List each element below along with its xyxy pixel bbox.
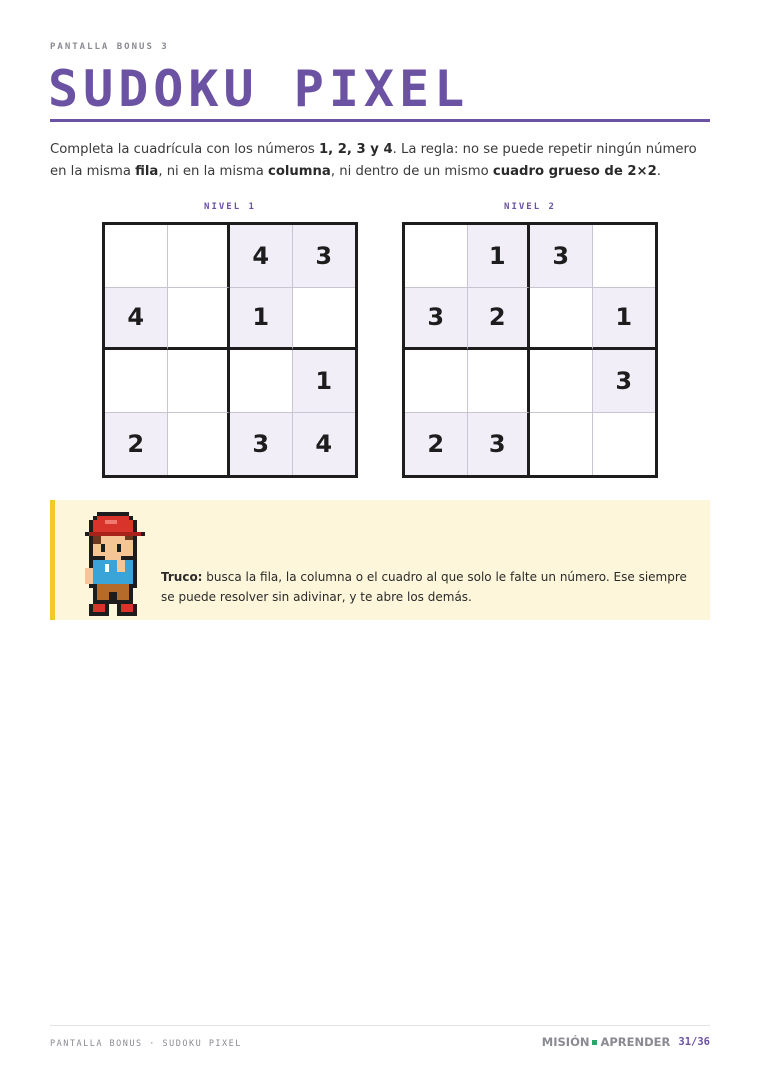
sudoku-grid-level-2 — [402, 222, 658, 478]
footer-brand — [542, 1035, 710, 1049]
instructions-bold: fila — [135, 164, 159, 179]
instructions-text: , ni dentro de un mismo — [330, 164, 493, 179]
instructions-bold: cuadro grueso de 2×2 — [492, 164, 657, 179]
tip-label: Truco: — [161, 570, 203, 584]
sudoku-given-cell: 3 — [468, 413, 531, 476]
sudoku-given-cell: 1 — [468, 225, 531, 288]
page-title: SUDOKU PIXEL — [48, 60, 470, 118]
sudoku-given-cell: 1 — [293, 350, 356, 413]
instructions-bold: 1, 2, 3 y 4 — [318, 142, 393, 157]
sudoku-empty-cell[interactable] — [593, 225, 656, 288]
sudoku-empty-cell[interactable] — [168, 413, 231, 476]
sudoku-given-cell: 3 — [293, 225, 356, 288]
sudoku-empty-cell[interactable] — [168, 288, 231, 351]
sudoku-empty-cell[interactable] — [468, 350, 531, 413]
pixel-boy-icon — [77, 512, 149, 628]
footer-section-label: PANTALLA BONUS · SUDOKU PIXEL — [50, 1039, 242, 1049]
tip-box — [50, 500, 710, 620]
sudoku-given-cell: 3 — [405, 288, 468, 351]
sudoku-given-cell: 4 — [293, 413, 356, 476]
sudoku-empty-cell[interactable] — [105, 350, 168, 413]
level-2-label: NIVEL 2 — [504, 202, 556, 212]
sudoku-given-cell: 2 — [105, 413, 168, 476]
sudoku-empty-cell[interactable] — [105, 225, 168, 288]
sudoku-empty-cell[interactable] — [405, 350, 468, 413]
brand-dot-icon — [592, 1040, 597, 1045]
instructions-bold: columna — [268, 164, 331, 179]
page-number: 31/36 — [678, 1036, 710, 1048]
sudoku-grid-level-1 — [102, 222, 358, 478]
sudoku-given-cell: 3 — [230, 413, 293, 476]
sudoku-given-cell: 3 — [593, 350, 656, 413]
sudoku-empty-cell[interactable] — [293, 288, 356, 351]
page-eyebrow: PANTALLA BONUS 3 — [50, 42, 169, 52]
footer-divider — [50, 1025, 710, 1026]
sudoku-empty-cell[interactable] — [405, 225, 468, 288]
sudoku-empty-cell[interactable] — [230, 350, 293, 413]
tip-text — [161, 567, 701, 607]
sudoku-empty-cell[interactable] — [168, 350, 231, 413]
sudoku-empty-cell[interactable] — [530, 413, 593, 476]
sudoku-empty-cell[interactable] — [530, 350, 593, 413]
brand-word-2: APRENDER — [600, 1035, 671, 1049]
sudoku-empty-cell[interactable] — [168, 225, 231, 288]
sudoku-given-cell: 1 — [593, 288, 656, 351]
instructions — [50, 139, 710, 183]
title-divider — [50, 119, 710, 122]
sudoku-empty-cell[interactable] — [530, 288, 593, 351]
brand-word-1: MISIÓN — [541, 1035, 590, 1049]
sudoku-given-cell: 2 — [405, 413, 468, 476]
instructions-text: Completa la cuadrícula con los números — [50, 142, 319, 157]
level-1-label: NIVEL 1 — [204, 202, 256, 212]
instructions-text: . La regla: no se puede repetir ningún número en la misma — [50, 142, 697, 179]
sudoku-given-cell: 1 — [230, 288, 293, 351]
tip-body: busca la fila, la columna o el cuadro al que solo le falte un número. Ese siempre se puede resolver sin adivinar, y te abre los demás. — [161, 570, 687, 604]
instructions-text: , ni en la misma — [158, 164, 269, 179]
sudoku-given-cell: 4 — [105, 288, 168, 351]
sudoku-given-cell: 2 — [468, 288, 531, 351]
sudoku-empty-cell[interactable] — [593, 413, 656, 476]
instructions-text: . — [656, 164, 661, 179]
sudoku-given-cell: 3 — [530, 225, 593, 288]
sudoku-given-cell: 4 — [230, 225, 293, 288]
